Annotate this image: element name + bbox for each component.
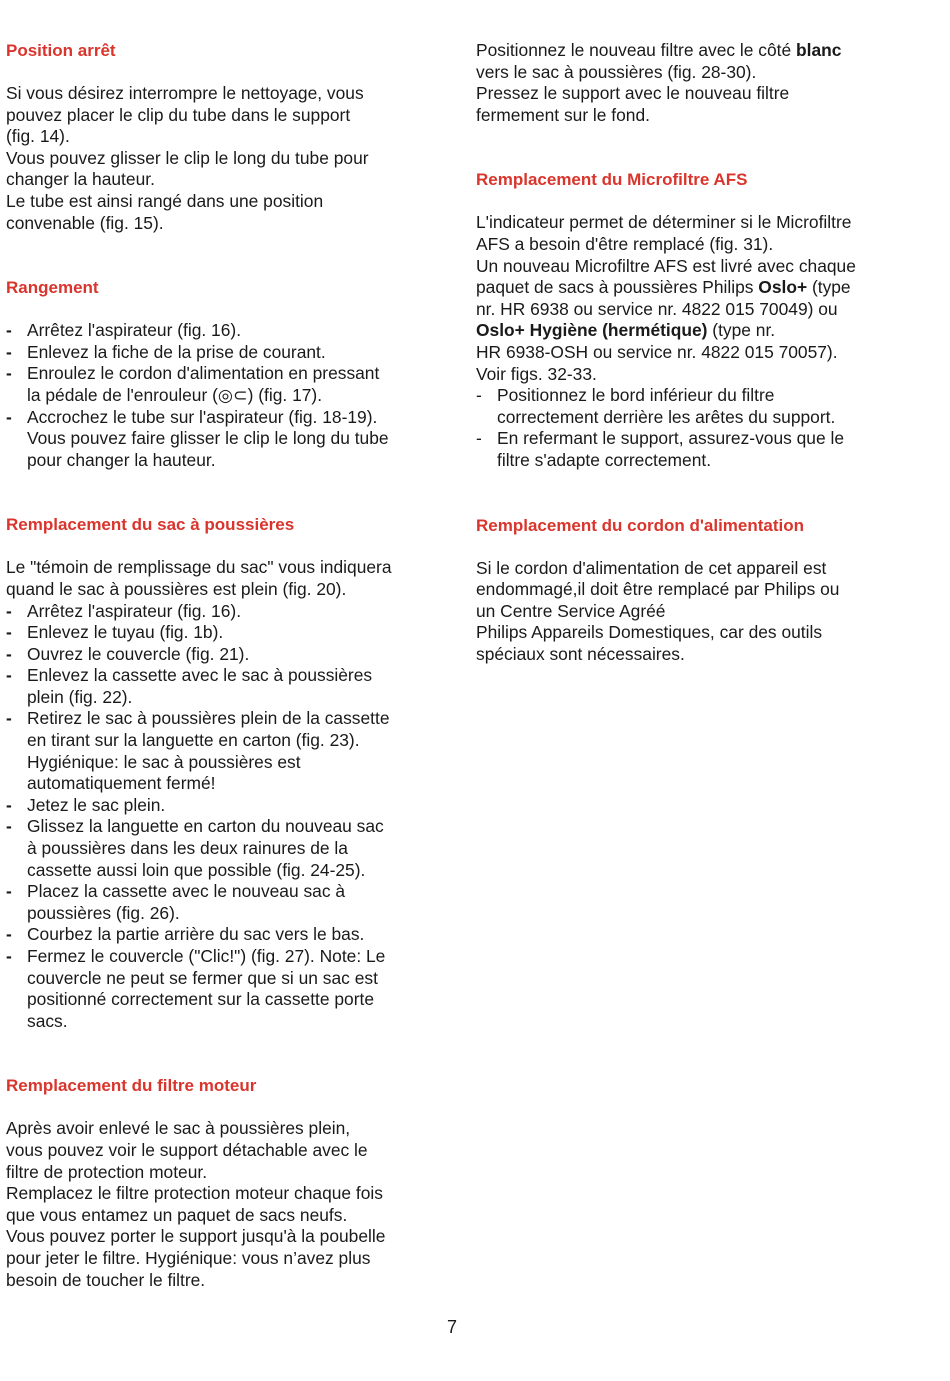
microfiltre-text: L'indicateur permet de déterminer si le Microfiltre AFS a besoin d'être remplacé (fig. 31). Un nouveau Microfiltre AFS est livré avec chaque paquet de sacs à poussières Philips Oslo+ (type nr. HR 6938 ou service nr. 4822 015 70049) ou Oslo+ Hygiène (hermétique) (type nr. HR 6938-OSH ou service nr. 4822 015 70057). Voir figs. 32-33. <box>476 212 856 384</box>
list-item: - Ouvrez le couvercle (fig. 21). <box>6 643 250 664</box>
heading-filtre-moteur: Remplacement du filtre moteur <box>6 1076 257 1096</box>
list-item: - Placez la cassette avec le nouveau sac à poussières (fig. 26). <box>6 881 346 923</box>
list-item: - Accrochez le tube sur l'aspirateur (fig. 18-19). Vous pouvez faire glisser le clip le long du tube pour changer la hauteur. <box>6 406 389 470</box>
cordon-text: Si le cordon d'alimentation de cet appareil est endommagé,il doit être remplacé par Philips ou un Centre Service Agréé Philips Appareils Domestiques, car des outils spéciaux sont nécessaires. <box>476 557 840 664</box>
position-arret-text: Si vous désirez interrompre le nettoyage, vous pouvez placer le clip du tube dans le support (fig. 14). Vous pouvez glisser le clip le long du tube pour changer la hauteur. Le tube est ainsi rangé dans une position convenable (fig. 15). <box>6 83 369 233</box>
list-item: - Arrêtez l'aspirateur (fig. 16). <box>6 600 242 621</box>
list-item: - En refermant le support, assurez-vous que le filtre s'adapte correctement. <box>476 428 845 470</box>
heading-microfiltre-afs: Remplacement du Microfiltre AFS <box>476 170 748 190</box>
remplacement-sac-intro: Le "témoin de remplissage du sac" vous indiquera quand le sac à poussières est plein (fig. 20). <box>6 557 392 599</box>
filtre-position-text: Positionnez le nouveau filtre avec le côté blanc vers le sac à poussières (fig. 28-30). Pressez le support avec le nouveau filtre fermement sur le fond. <box>476 40 842 125</box>
rangement-list <box>6 320 446 471</box>
list-item: - Enlevez le tuyau (fig. 1b). <box>6 622 224 643</box>
page-number: 7 <box>446 1317 457 1337</box>
list-item: - Enroulez le cordon d'alimentation en pressant la pédale de l'enrouleur (◎⊂) (fig. 17). <box>6 363 380 405</box>
heading-rangement: Rangement <box>6 278 99 298</box>
list-item: - Jetez le sac plein. <box>6 794 166 815</box>
heading-position-arret: Position arrêt <box>6 41 116 60</box>
list-item: - Fermez le couvercle ("Clic!") (fig. 27). Note: Le couvercle ne peut se fermer que si un sac est positionné correctement sur la cassette porte sacs. <box>6 946 386 1031</box>
list-item: - Retirez le sac à poussières plein de la cassette en tirant sur la languette en carton (fig. 23). Hygiénique: le sac à poussières est automatiquement fermé! <box>6 708 390 794</box>
list-item: - Courbez la partie arrière du sac vers le bas. <box>6 924 365 945</box>
list-item: - Positionnez le bord inférieur du filtre correctement derrière les arêtes du support. <box>476 385 836 427</box>
heading-remplacement-sac: Remplacement du sac à poussières <box>6 515 295 535</box>
list-item: - Enlevez la fiche de la prise de courant. <box>6 341 326 362</box>
left-column <box>6 40 446 1291</box>
remplacement-sac-list <box>6 601 446 1033</box>
right-column <box>476 40 916 665</box>
list-item: - Arrêtez l'aspirateur (fig. 16). <box>6 320 242 341</box>
list-item: - Glissez la languette en carton du nouveau sac à poussières dans les deux rainures de la cassette aussi loin que possible (fig. 24-25). <box>6 816 384 880</box>
list-item: - Enlevez la cassette avec le sac à poussières plein (fig. 22). <box>6 665 373 707</box>
filtre-moteur-text: Après avoir enlevé le sac à poussières plein, vous pouvez voir le support détachable avec le filtre de protection moteur. Remplacez le filtre protection moteur chaque fois que vous entamez un paquet de sacs neufs. Vous pouvez porter le support jusqu'à la poubelle pour jeter le filtre. Hygiénique: vous n’avez plus besoin de toucher le filtre. <box>6 1118 386 1290</box>
heading-cordon-alimentation: Remplacement du cordon d'alimentation <box>476 515 805 535</box>
microfiltre-list <box>476 385 916 471</box>
